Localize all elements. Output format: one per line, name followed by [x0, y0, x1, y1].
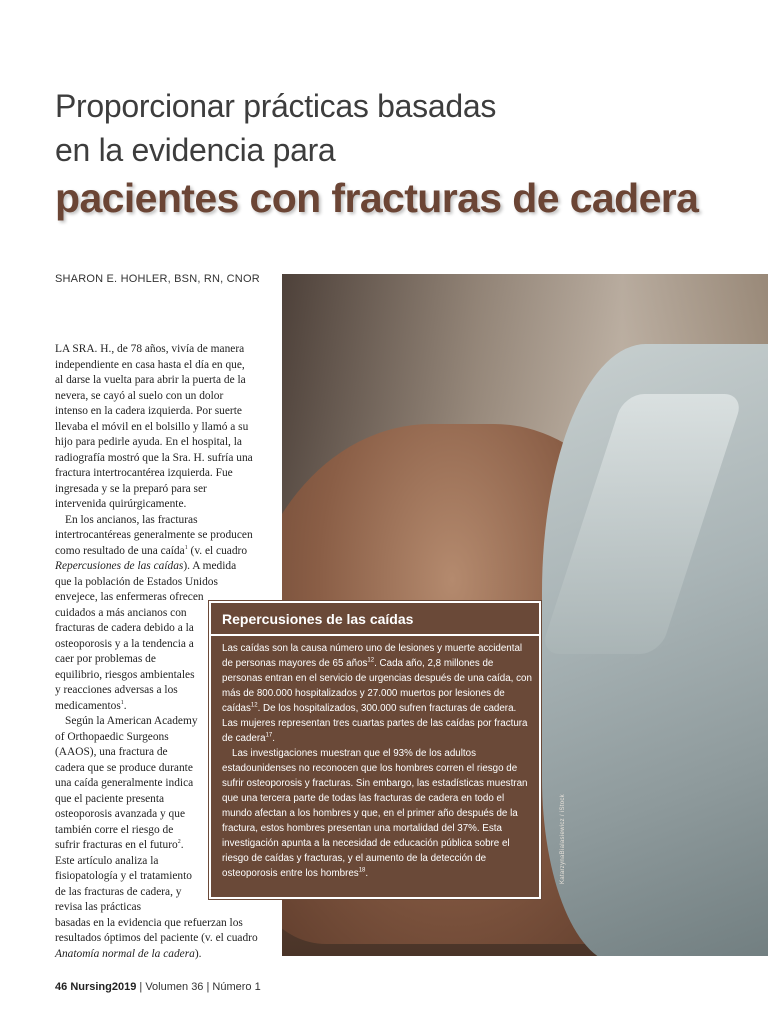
paragraph-2-text-c: ). A medida que la población de Estados Unidos envejece, las enfermeras ofrecen — [55, 560, 237, 603]
sidebar-p1-text: Las caídas son la causa número uno de lesiones y muerte accidental de personas mayores de 65 años — [222, 643, 523, 669]
paragraph-3-end: ). — [194, 947, 202, 960]
sidebar-p2-end: . — [365, 868, 369, 879]
sidebar-p1-text-c: . De los hospitalizados, 300.000 sufren fracturas de cadera. Las mujeres representan tres cuartas partes de las caídas por fractura de cadera — [222, 703, 528, 744]
sidebar-paragraph-2 — [222, 746, 532, 881]
paragraph-2-text-d: cuidados a más ancianos con fracturas de cadera debido a la osteoporosis y a la tendencia a caer por problemas de equilibrio, riesgos ambientales y reacciones adversas a los medicamentos — [55, 606, 195, 712]
volume-label: Volumen 36 — [145, 981, 204, 993]
sidebar-ref-2: 12 — [250, 702, 258, 709]
title-line-3: pacientes con fracturas de cadera — [55, 175, 699, 221]
paragraph-1: LA SRA. H., de 78 años, vivía de manera independiente en casa hasta el día en que, al darse la vuelta para abrir la puerta de la nevera, se cayó al suelo con un dolor intenso en la cadera izquierda. Por suerte llevaba el móvil en el bolsillo y llamó a su hijo para pedirle ayuda. En el hospital, la radiografía mostró que la Sra. H. sufría una fractura intertrocantérea izquierda. Fue ingresada y se la preparó para ser intervenida quirúrgicamente. — [55, 343, 253, 510]
paragraph-3-text-b: . Este artículo analiza la fisiopatología y el tratamiento de las fracturas de cadera, y revisa las prácticas — [55, 839, 192, 913]
paragraph-3-text-c: basadas en la evidencia que refuerzan los resultados óptimos del paciente (v. el cuadro — [55, 916, 258, 944]
title-line-1: Proporcionar prácticas basadas — [55, 88, 497, 124]
paragraph-3 — [55, 714, 200, 916]
sidebar-title: Repercusiones de las caídas — [222, 611, 414, 627]
article-title — [55, 84, 735, 224]
reference-3: 2 — [177, 839, 181, 846]
sidebar-ref-1: 12 — [367, 657, 375, 664]
issue-label: Número 1 — [212, 981, 261, 993]
author-byline: SHARON E. HOHLER, BSN, RN, CNOR — [55, 273, 260, 285]
sidebar-p1-text-b: . Cada año, 2,8 millones de personas entran en el servicio de urgencias después de una caída, con más de 800.000 hospitalizados y 27.000 muertos por lesiones de caídas — [222, 658, 532, 714]
paragraph-3-continued — [55, 916, 270, 963]
photo-credit: KatarzynaBialasiewicz / iStock — [560, 794, 566, 885]
journal-name: Nursing2019 — [70, 981, 137, 993]
footer-separator-1: | — [139, 981, 143, 993]
anatomy-box-reference: Anatomía normal de la cadera — [55, 947, 195, 960]
paragraph-2 — [55, 513, 255, 606]
sidebar-p2-text: Las investigaciones muestran que el 93% de los adultos estadounidenses no reconocen que los hombres corren el riesgo de sufrir osteoporosis y fracturas. Sin embargo, las estadísticas muestran que una tercera parte de todas las fracturas de cadera en todo el mundo afectan a los hombres y que, en el primer año después de la fractura, estos hombres presentan una mortalidad del 37%. Esta investigación apunta a la necesidad de educación pública sobre el riesgo de caídas y fracturas, y el aumento de la detección de osteoporosis entre los hombres — [222, 748, 528, 879]
sidebar-text — [222, 641, 532, 881]
sidebar-p1-end: . — [272, 733, 275, 744]
title-line-2: en la evidencia para — [55, 132, 336, 168]
paragraph-2-text-b: (v. el cuadro — [187, 544, 248, 557]
reference-2: 1 — [120, 699, 124, 706]
page-footer — [55, 981, 261, 993]
sidebar-box — [209, 601, 541, 899]
sidebar-divider — [211, 634, 539, 636]
paragraph-3-text: Según la American Academy of Orthopaedic Surgeons (AAOS), una fractura de cadera que se produce durante una caída generalmente indica que el paciente presenta osteoporosis avanzada y que también corre el riesgo de sufrir fracturas en el futuro — [55, 715, 198, 851]
sidebar-ref-4: 18 — [358, 867, 366, 874]
reference-1: 1 — [184, 544, 188, 551]
sidebar-ref-3: 17 — [265, 732, 273, 739]
page-number: 46 — [55, 981, 68, 993]
paragraph-2-text: En los ancianos, las fracturas intertrocantéreas generalmente se producen como resultado de una caída — [55, 513, 253, 557]
paragraph-2-continued — [55, 606, 200, 715]
footer-separator-2: | — [206, 981, 210, 993]
sidebar-paragraph-1 — [222, 641, 532, 746]
box-reference: Repercusiones de las caídas — [55, 560, 184, 572]
paragraph-2-end: . — [123, 699, 127, 712]
